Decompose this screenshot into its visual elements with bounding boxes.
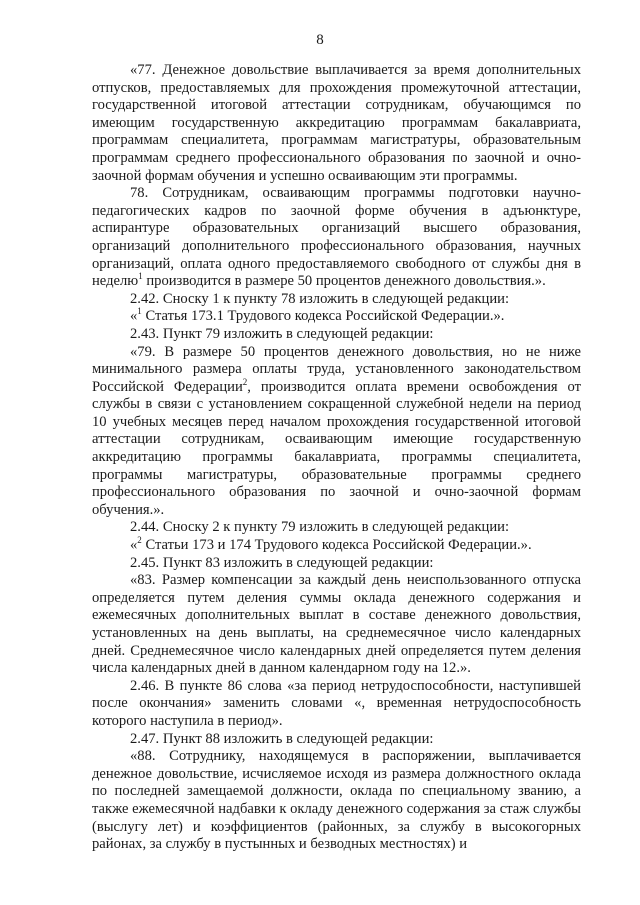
footnote-ref-1: 1 (138, 271, 143, 282)
paragraph-2-42: 2.42. Сноску 1 к пункту 78 изложить в следующей редакции: (130, 290, 510, 307)
paragraph-2-45: 2.45. Пункт 83 изложить в следующей редакции: (130, 554, 434, 571)
paragraph-77: «77. Денежное довольствие выплачивается за время дополнительных отпусков, предоставляемых для прохождения промежуточной аттестации, государственной итоговой аттестации сотрудникам, обучающимся по имеющим государственную аккредитацию программам бакалавриата, программам специалитета, программам магистратуры, образовательным программам среднего профессионального образования по заочной и очно-заочной формам обучения и успешно осваивающим эти программы. (92, 62, 581, 184)
paragraph-78-text: 78. Сотрудникам, осваивающим программы подготовки научно-педагогических кадров по заочной форме обучения в адъюнктуре, аспирантуре образовательных организаций высшего образования, организаций дополнительного профессионального образования, научных организаций, оплата одного предоставляемого свободного от службы дня в неделю (92, 185, 581, 290)
paragraph-2-47: 2.47. Пункт 88 изложить в следующей редакции: (130, 730, 434, 747)
paragraph-79-text: «79. В размере 50 процентов денежного довольствия, но не ниже минимального размера оплаты труда, установленного законодательством Российской Федерации (92, 343, 581, 395)
paragraph-2-46: 2.46. В пункте 86 слова «за период нетрудоспособности, наступившей после окончания» заменить словами «, временная нетрудоспособность которого наступила в период». (92, 677, 581, 729)
paragraph-78-text-end: производится в размере 50 процентов денежного довольствия.». (142, 273, 546, 290)
footnote-mark-1: 1 (137, 306, 142, 317)
footnote-2-text: «$^2$ Статьи 173 и 174 Трудового кодекса Российской Федерации.». (130, 535, 532, 554)
page-number: 8 (316, 32, 324, 48)
document-body (92, 62, 581, 854)
paragraph-83: «83. Размер компенсации за каждый день неиспользованного отпуска определяется путем деления суммы оклада денежного содержания и ежемесячных дополнительных выплат в составе денежного довольствия, установленных на день выплаты, на среднемесячное число календарных дней. Среднемесячное число календарных дней определяется путем деления числа календарных дней в данном календарном году на 12.». (92, 572, 581, 677)
paragraph-2-44: 2.44. Сноску 2 к пункту 79 изложить в следующей редакции: (130, 519, 510, 536)
paragraph-88: «88. Сотруднику, находящемуся в распоряжении, выплачивается денежное довольствие, исчисляемое исходя из размера должностного оклада по последней замещаемой должности, оклада по специальному званию, а также ежемесячной надбавки к окладу денежного содержания за стаж службы (выслугу лет) и коэффициентов (районных, за службу в высокогорных районах, за службу в пустынных и безводных местностях) и (92, 748, 581, 853)
footnote-1-text: «$^1$ Статья 173.1 Трудового кодекса Российской Федерации.». (130, 306, 505, 325)
paragraph-2-43: 2.43. Пункт 79 изложить в следующей редакции: (130, 325, 434, 342)
paragraph-78 (92, 185, 581, 291)
paragraph-79-text-end: , производится оплата времени освобождения от службы в связи с установлением сокращенной служебной недели на период 10 учебных месяцев перед началом прохождения государственной итоговой аттестации сотрудникам, осваивающим имеющие государственную аккредитацию программы бакалавриата, программы специалитета, программы магистратуры, образовательные программы среднего профессионального образования по заочной и очно-заочной формам обучения.». (92, 378, 582, 518)
footnote-mark-2: 2 (137, 535, 142, 546)
footnote-ref-2: 2 (242, 376, 248, 387)
paragraph-79 (92, 344, 581, 520)
